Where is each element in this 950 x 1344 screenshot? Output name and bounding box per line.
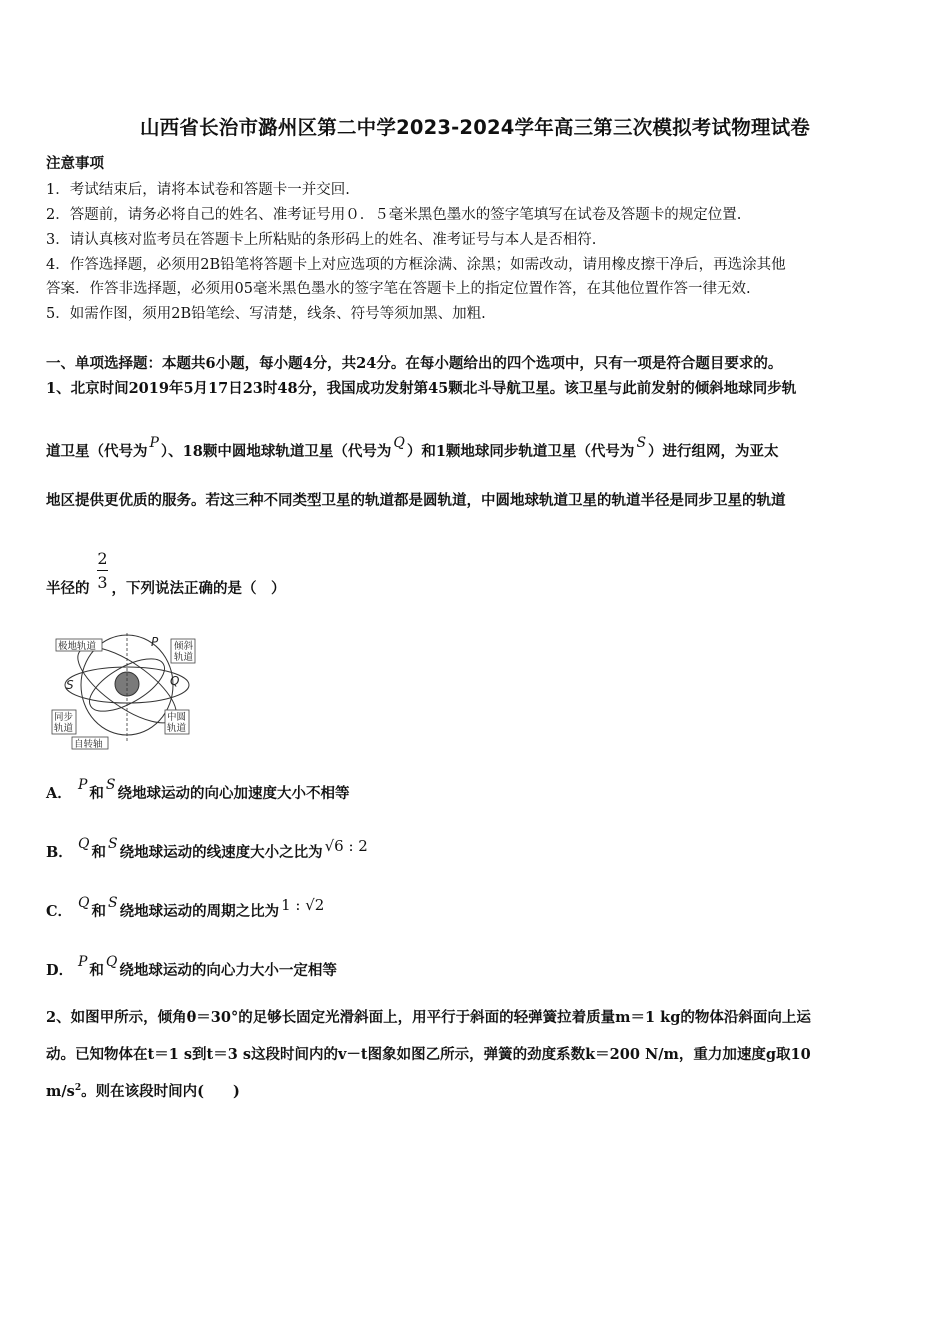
q2-line-3 xyxy=(46,1080,240,1101)
var-p: P xyxy=(149,435,159,451)
var-q: Q xyxy=(393,435,405,451)
notice-item-4-cont: 答案．作答非选择题，必须用05毫米黑色墨水的签字笔在答题卡上的指定位置作答，在其他位置作答一律无效. xyxy=(46,281,751,297)
q1-line-2 xyxy=(46,435,779,461)
option-c[interactable] xyxy=(46,895,325,921)
q2-text: m/s xyxy=(46,1083,75,1100)
q1-text: 道卫星（代号为 xyxy=(46,443,148,460)
fraction-numerator: 2 xyxy=(97,549,108,568)
fraction-two-thirds xyxy=(97,549,108,592)
notice-item-3: 3．请认真核对监考员在答题卡上所粘贴的条形码上的姓名、准考证号与本人是否相符. xyxy=(46,232,597,248)
label-sync-2: 轨道 xyxy=(54,723,74,734)
q1-text: ）进行组网，为亚太 xyxy=(648,443,779,460)
option-label: B． xyxy=(46,844,73,861)
q1-text: ）、18颗中圆地球轨道卫星（代号为 xyxy=(160,443,392,460)
notice-item-4: 4．作答选择题，必须用2B铅笔将答题卡上对应选项的方框涂满、涂黑；如需改动，请用橡皮擦干净后，再选涂其他 xyxy=(46,257,786,273)
label-p: P xyxy=(151,635,159,649)
label-axis: 自转轴 xyxy=(74,739,103,750)
option-text: 绕地球运动的向心力大小一定相等 xyxy=(119,962,337,979)
option-text: 绕地球运动的周期之比为 xyxy=(119,903,280,920)
option-text: 和 xyxy=(89,785,104,802)
notice-item-5: 5．如需作图，须用2B铅笔绘、写清楚，线条、符号等须加黑、加粗. xyxy=(46,306,486,322)
q1-line-4 xyxy=(46,577,286,598)
option-label: C． xyxy=(46,903,73,920)
q1-line-1: 1、北京时间2019年5月17日23时48分，我国成功发射第45颗北斗导航卫星。该卫星与此前发射的倾斜地球同步轨 xyxy=(46,380,797,397)
option-a[interactable] xyxy=(46,777,350,803)
label-q: Q xyxy=(170,674,180,688)
orbit-diagram xyxy=(50,633,200,751)
q1-text: ，下列说法正确的是（ ） xyxy=(111,580,286,597)
option-b[interactable] xyxy=(46,836,368,862)
label-mid-1: 中圆 xyxy=(167,712,187,723)
label-mid-2: 轨道 xyxy=(167,723,187,734)
q1-line-3: 地区提供更优质的服务。若这三种不同类型卫星的轨道都是圆轨道，中圆地球轨道卫星的轨道半径是同步卫星的轨道 xyxy=(46,492,786,509)
option-text: 和 xyxy=(89,962,104,979)
option-expression: 1 : √2 xyxy=(281,896,325,914)
option-expression: √6 : 2 xyxy=(324,837,368,855)
var: S xyxy=(105,777,116,793)
var: P xyxy=(78,954,88,970)
q1-text: 半径的 xyxy=(46,580,90,597)
var: Q xyxy=(105,954,118,970)
option-label: A． xyxy=(46,785,72,802)
option-text: 绕地球运动的向心加速度大小不相等 xyxy=(117,785,350,802)
notice-item-1: 1．考试结束后，请将本试卷和答题卡一并交回. xyxy=(46,182,350,198)
page-title: 山西省长治市潞州区第二中学2023-2024学年高三第三次模拟考试物理试卷 xyxy=(139,116,811,139)
var: S xyxy=(107,836,118,852)
var: S xyxy=(107,895,118,911)
label-inclined-2: 轨道 xyxy=(174,652,194,663)
notice-heading: 注意事项 xyxy=(46,155,104,172)
q1-text: ）和1颗地球同步轨道卫星（代号为 xyxy=(406,443,635,460)
label-polar: 极地轨道 xyxy=(58,641,97,652)
option-text: 和 xyxy=(91,844,106,861)
section-heading-1: 一、单项选择题：本题共6小题，每小题4分，共24分。在每小题给出的四个选项中，只有一项是符合题目要求的。 xyxy=(46,355,783,372)
notice-item-2: 2．答题前，请务必将自己的姓名、准考证号用０．５毫米黑色墨水的签字笔填写在试卷及答题卡的规定位置. xyxy=(46,207,742,223)
q2-superscript: 2 xyxy=(74,1083,82,1094)
var: Q xyxy=(78,836,90,852)
option-d[interactable] xyxy=(46,954,337,980)
var: Q xyxy=(78,895,90,911)
option-label: D． xyxy=(46,962,74,979)
option-text: 和 xyxy=(91,903,106,920)
label-inclined-1: 倾斜 xyxy=(174,641,194,652)
label-s: S xyxy=(66,678,74,692)
option-text: 绕地球运动的线速度大小之比为 xyxy=(119,844,323,861)
fraction-denominator: 3 xyxy=(97,573,108,592)
label-sync-1: 同步 xyxy=(54,712,74,723)
q2-text: 。则在该段时间内( ) xyxy=(81,1083,240,1100)
var: P xyxy=(78,777,88,793)
var-s: S xyxy=(636,435,647,451)
q2-line-2: 动。已知物体在t＝1 s到t＝3 s这段时间内的v－t图象如图乙所示，弹簧的劲度系数k＝200 N/m，重力加速度g取10 xyxy=(46,1046,811,1063)
q2-line-1: 2、如图甲所示，倾角θ＝30°的足够长固定光滑斜面上，用平行于斜面的轻弹簧拉着质量m＝1 kg的物体沿斜面向上运 xyxy=(46,1009,811,1026)
